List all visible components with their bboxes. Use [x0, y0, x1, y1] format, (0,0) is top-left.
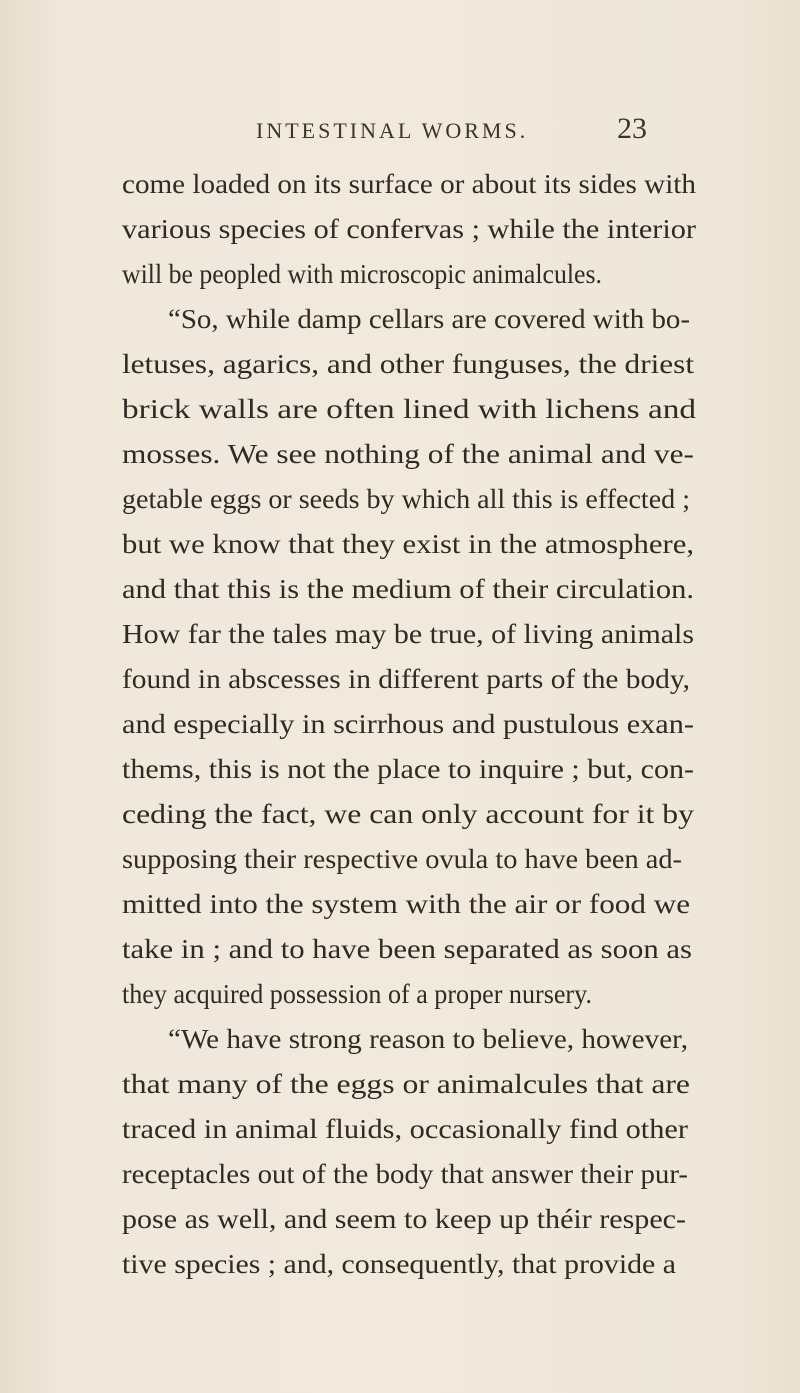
- text-line: “So, while damp cellars are covered with bo-: [168, 303, 691, 334]
- text-line: and that this is the medium of their circulation.: [122, 573, 695, 604]
- text-line: ceding the fact, we can only account for it by: [122, 798, 694, 829]
- text-line: getable eggs or seeds by which all this is effected ;: [122, 483, 691, 514]
- text-line: receptacles out of the body that answer their pur-: [122, 1158, 689, 1189]
- text-line: mosses. We see nothing of the animal and ve-: [122, 438, 694, 469]
- text-line: and especially in scirrhous and pustulous exan-: [122, 708, 694, 739]
- text-line: that many of the eggs or animalcules that are: [122, 1068, 690, 1099]
- text-line: traced in animal fluids, occasionally find other: [122, 1113, 689, 1144]
- running-head: INTESTINAL WORMS.: [256, 118, 529, 143]
- text-line: but we know that they exist in the atmosphere,: [122, 528, 695, 559]
- text-line: “We have strong reason to believe, however,: [168, 1023, 689, 1054]
- text-line: How far the tales may be true, of living animals: [122, 618, 695, 649]
- text-line: tive species ; and, consequently, that provide a: [122, 1248, 676, 1279]
- text-line: letuses, agarics, and other funguses, the driest: [122, 348, 695, 379]
- text-line: supposing their respective ovula to have been ad-: [122, 843, 683, 874]
- text-line: brick walls are often lined with lichens and: [122, 393, 697, 424]
- text-line: take in ; and to have been separated as soon as: [122, 933, 692, 964]
- text-line: they acquired possession of a proper nursery.: [122, 978, 593, 1009]
- page-header: [0, 112, 800, 152]
- page-number: 23: [617, 112, 647, 145]
- text-line: thems, this is not the place to inquire ; but, con-: [122, 753, 694, 784]
- text-line: will be peopled with microscopic animalcules.: [122, 258, 602, 289]
- text-line: come loaded on its surface or about its sides with: [122, 168, 696, 199]
- text-line: found in abscesses in different parts of the body,: [122, 663, 691, 694]
- text-line: mitted into the system with the air or food we: [122, 888, 691, 919]
- text-line: pose as well, and seem to keep up théir respec-: [122, 1203, 687, 1234]
- text-line: various species of confervas ; while the interior: [122, 213, 696, 244]
